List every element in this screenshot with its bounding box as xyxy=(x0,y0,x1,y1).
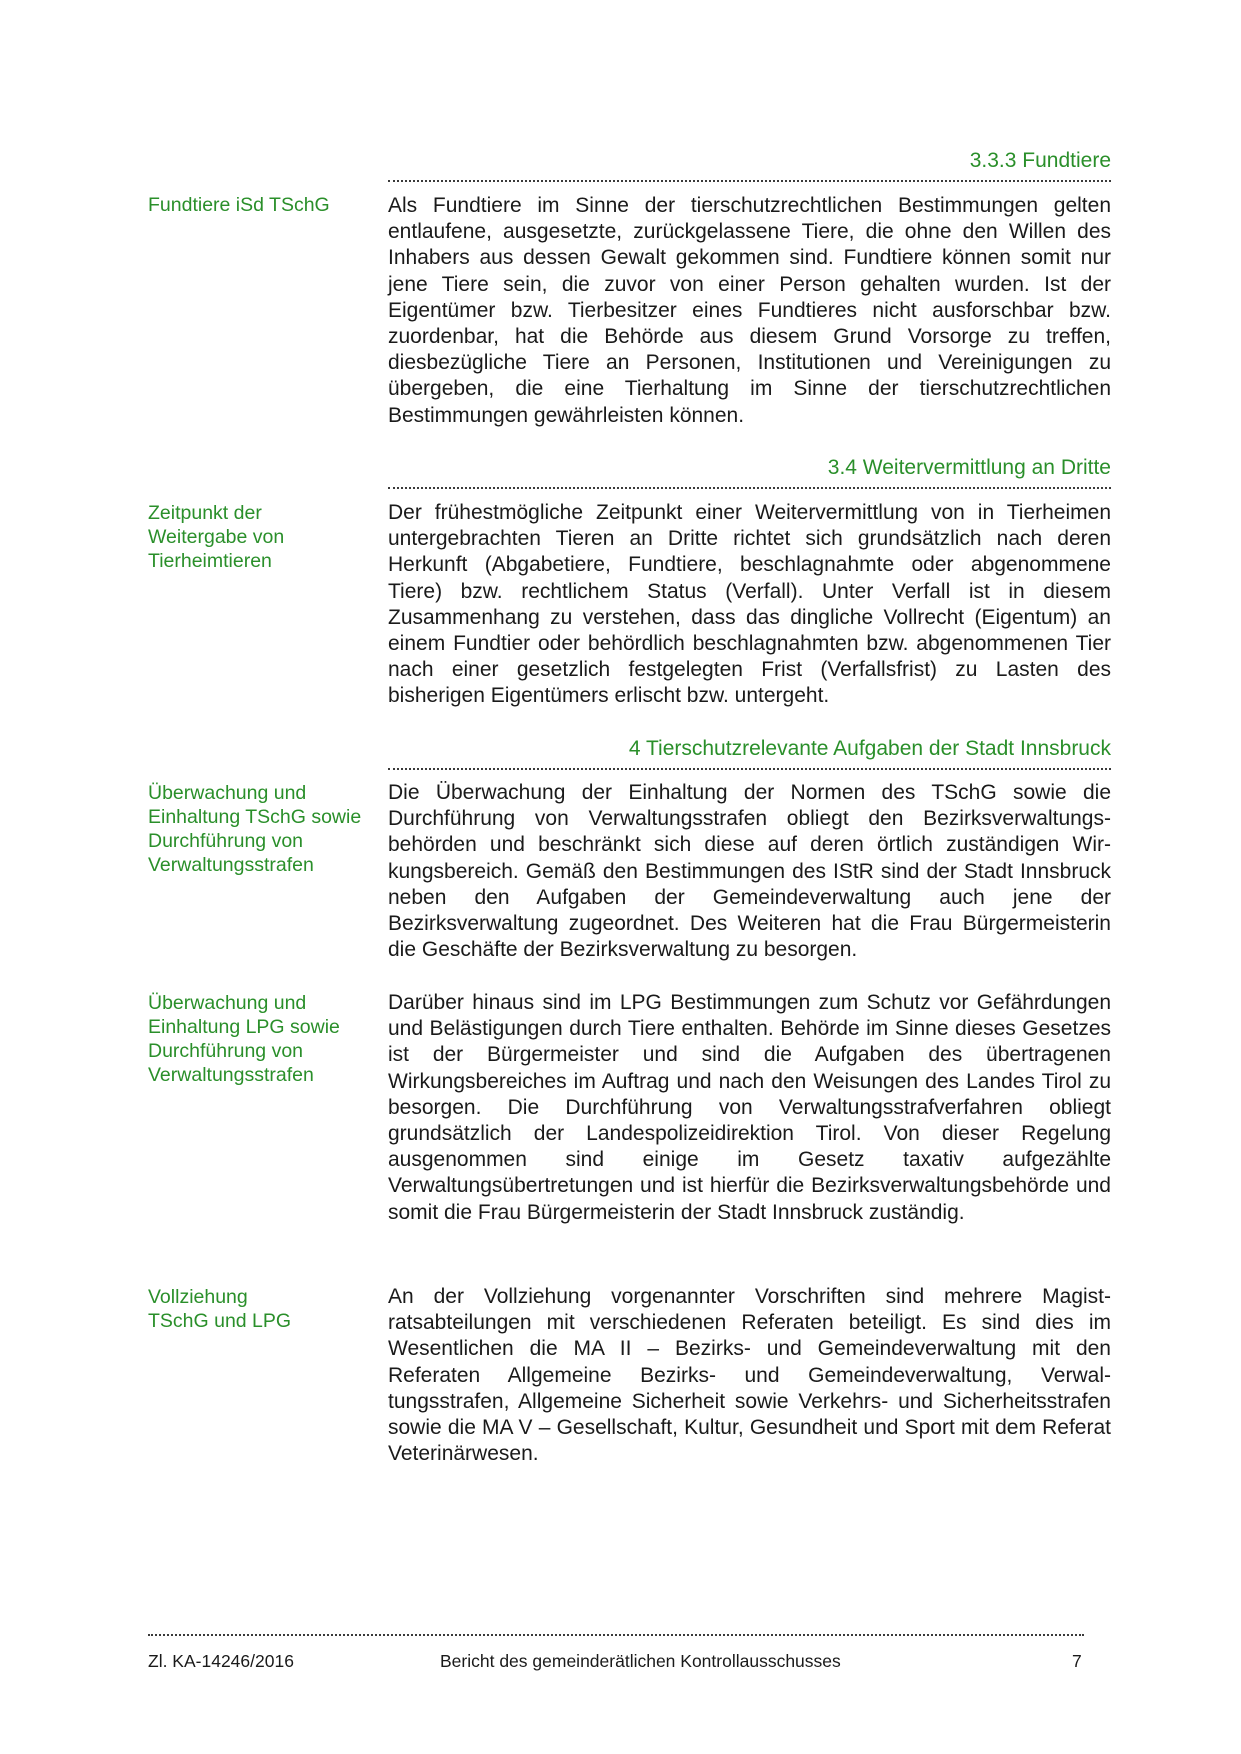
page-number: 7 xyxy=(1072,1651,1082,1671)
margin-note-vollziehung: Vollziehung TSchG und LPG xyxy=(148,1286,292,1332)
margin-note-fundtiere: Fundtiere iSd TSchG xyxy=(148,194,330,216)
paragraph-vollziehung: An der Vollziehung vorgenannter Vorschriften sind mehrere Magistratsabteilungen mit verschiedenen Referaten beteiligt. Es sind dies im Wesentlichen die MA II – Bezirks- und Gemeindeverwaltung mit den Referaten Allgemeine Bezirks- und Gemeindeverwaltung, Verwaltungsstrafen, Allgemeine Sicherheit sowie Verkehrs- und Sicherheitsstrafen sowie die MA V – Gesellschaft, Kultur, Gesundheit und Sport mit dem Referat Veterinärwesen. xyxy=(388,1285,1111,1466)
footer-title: Bericht des gemeinderätlichen Kontrollausschusses xyxy=(440,1651,841,1671)
section-heading-4: 4 Tierschutzrelevante Aufgaben der Stadt Innsbruck xyxy=(388,736,1111,770)
margin-note-zeitpunkt: Zeitpunkt der Weitergabe von Tierheimtieren xyxy=(148,502,285,572)
section-heading-3-4: 3.4 Weitervermittlung an Dritte xyxy=(388,455,1111,489)
section-heading-3-3-3: 3.3.3 Fundtiere xyxy=(388,148,1111,182)
paragraph-ueberwachung-lpg: Darüber hinaus sind im LPG Bestimmungen zum Schutz vor Gefährdungen und Belästigungen durch Tiere enthalten. Behörde im Sinne dieses Gesetzes ist der Bürgermeister und sind die Aufgaben des übertragenen Wirkungsbereiches im Auftrag und nach den Weisungen des Landes Tirol zu besorgen. Die Durchführung von Verwaltungsstrafverfahren obliegt grundsätzlich der Landespolizeidirektion Tirol. Von dieser Regelung ausgenommen sind einige im Gesetz taxativ aufgezählte Verwaltungsübertretungen und ist hierfür die Bezirksverwaltungsbehörde und somit die Frau Bürgermeisterin der Stadt Innsbruck zuständig. xyxy=(388,991,1111,1224)
footer-reference: Zl. KA-14246/2016 xyxy=(148,1651,294,1671)
margin-note-ueberwachung-tschg: Überwachung und Einhaltung TSchG sowie Durchführung von Verwaltungsstrafen xyxy=(148,782,362,876)
footer-divider xyxy=(148,1634,1084,1636)
paragraph-weitervermittlung: Der frühestmögliche Zeitpunkt einer Weitervermittlung von in Tierheimen untergebrachten Tieren an Dritte richtet sich grundsätzlich nach deren Herkunft (Abgabetiere, Fundtiere, beschlagnahmte oder abgenommene Tiere) bzw. rechtlichem Status (Verfall). Unter Verfall ist in diesem Zusammenhang zu verstehen, dass das dingliche Vollrecht (Eigentum) an einem Fundtier oder behördlich beschlagnahmten bzw. abgenommenen Tier nach einer gesetzlich festgelegten Frist (Verfallsfrist) zu Lasten des bisherigen Eigentümers erlischt bzw. untergeht. xyxy=(388,501,1111,708)
margin-note-ueberwachung-lpg: Überwachung und Einhaltung LPG sowie Durchführung von Verwaltungsstrafen xyxy=(148,992,340,1086)
paragraph-fundtiere: Als Fundtiere im Sinne der tierschutzrechtlichen Bestimmungen gelten entlaufene, ausgesetzte, zurückgelassene Tiere, die ohne den Willen des Inhabers aus dessen Gewalt gekommen sind. Fundtiere können somit nur jene Tiere sein, die zuvor von einer Person gehalten wurden. Ist der Eigentümer bzw. Tierbesitzer eines Fundtieres nicht ausforschbar bzw. zuordenbar, hat die Behörde aus diesem Grund Vorsorge zu treffen, diesbezügliche Tiere an Personen, Institutionen und Vereinigungen zu übergeben, die eine Tierhaltung im Sinne der tierschutzrechtlichen Bestimmungen gewährleisten können. xyxy=(388,194,1111,427)
paragraph-ueberwachung-tschg: Die Überwachung der Einhaltung der Normen des TSchG sowie die Durchführung von Verwaltungsstrafen obliegt den Bezirksverwaltungsbehörden und beschränkt sich diese auf deren örtlich zuständigen Wirkungsbereich. Gemäß den Bestimmungen des IStR sind der Stadt Innsbruck neben den Aufgaben der Gemeindeverwaltung auch jene der Bezirksverwaltung zugeordnet. Des Weiteren hat die Frau Bürgermeisterin die Geschäfte der Bezirksverwaltung zu besorgen. xyxy=(388,781,1111,962)
